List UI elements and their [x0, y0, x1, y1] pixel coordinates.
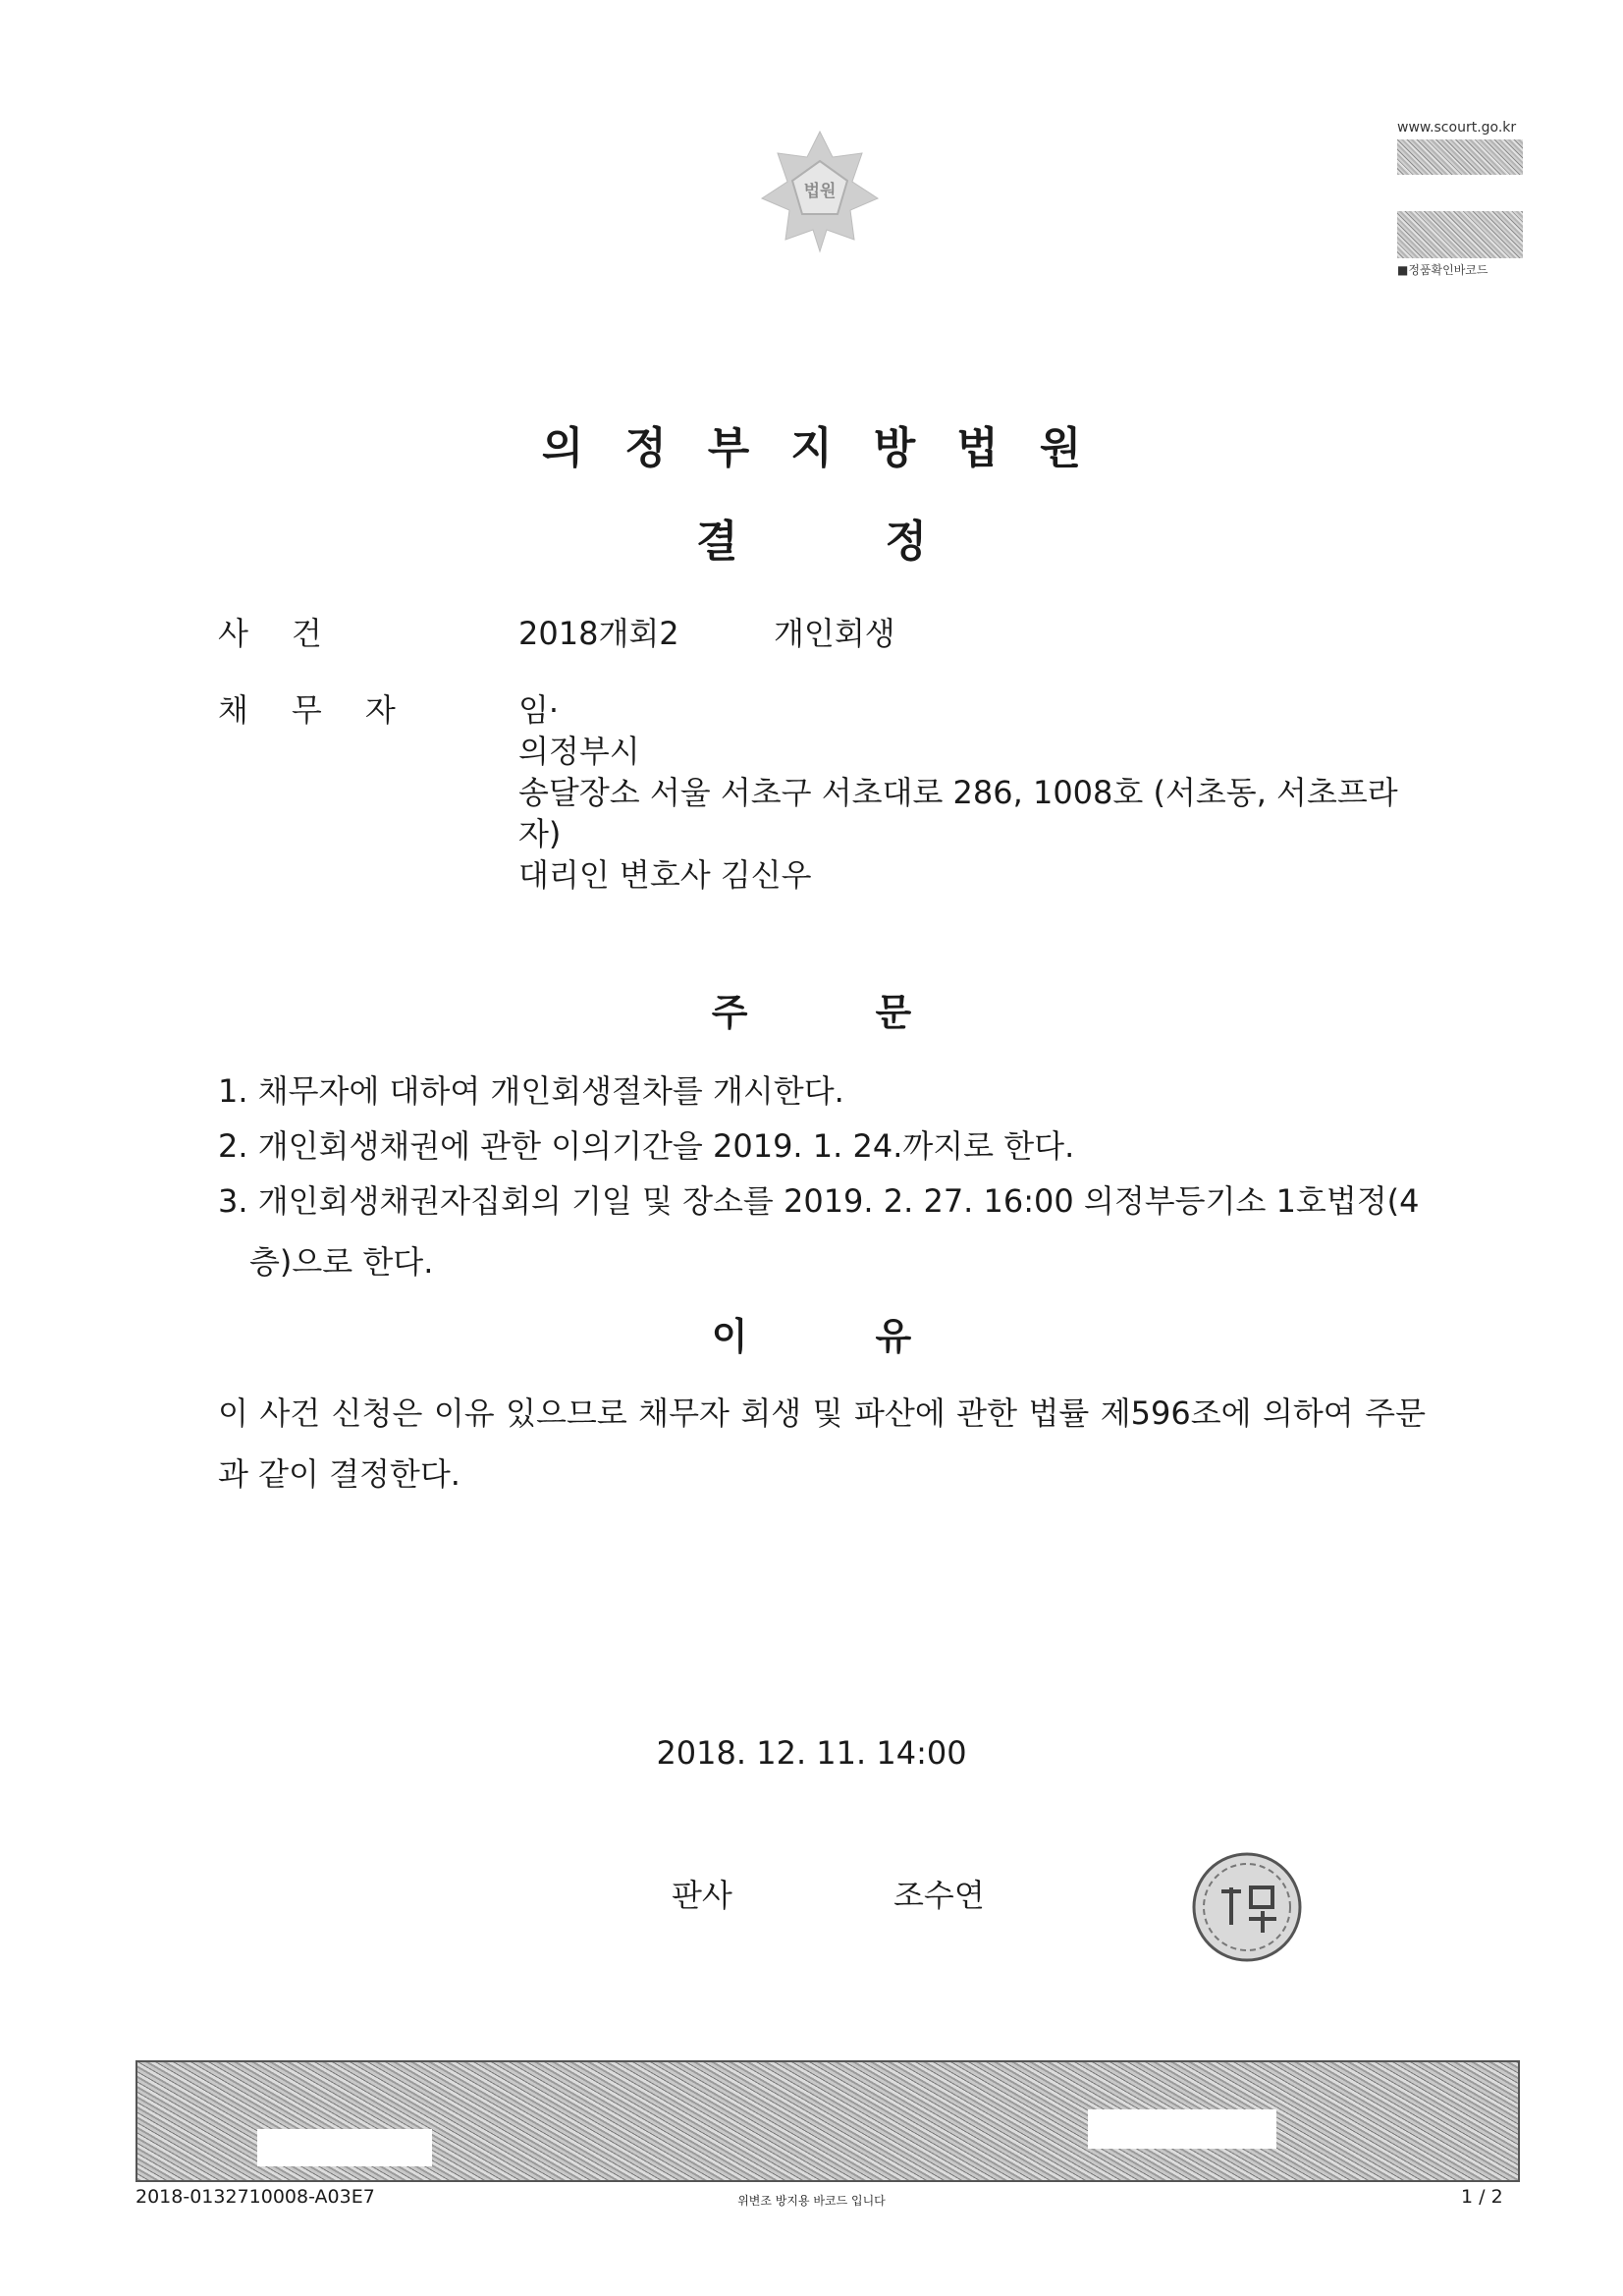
reason-heading: 이유: [711, 1315, 1040, 1358]
case-label: 사건: [218, 615, 365, 652]
page-number: 1 / 2: [1461, 2186, 1503, 2208]
debtor-agent: 대리인 변호사 김신우: [518, 856, 812, 894]
delivery-address-line1: 송달장소 서울 서초구 서초대로 286, 1008호 (서초동, 서초프라: [518, 774, 1398, 811]
redaction-box-right: [1088, 2109, 1276, 2149]
debtor-city: 의정부시: [518, 733, 640, 770]
case-type: 개인회생: [774, 615, 895, 652]
order-item-1: 1. 채무자에 대하여 개인회생절차를 개시한다.: [218, 1072, 844, 1110]
order-item-3: 3. 개인회생채권자집회의 기일 및 장소를 2019. 2. 27. 16:00 의정부등기소 1호법정(4층)으로 한다.: [218, 1182, 1420, 1281]
case-number: 2018개회2: [518, 615, 679, 652]
barcode-notice: 위변조 방지용 바코드 입니다: [737, 2194, 886, 2208]
document-title: 결정: [695, 517, 1074, 567]
debtor-name: 임·: [518, 691, 560, 729]
decision-date: 2018. 12. 11. 14:00: [656, 1734, 967, 1772]
order-heading: 주문: [711, 991, 1040, 1034]
site-url: www.scourt.go.kr: [1397, 120, 1517, 136]
reason-text: 이 사건 신청은 이유 있으므로 채무자 회생 및 파산에 관한 법률 제596조에 의하여 주문과 같이 결정한다.: [218, 1394, 1426, 1493]
delivery-address-line2: 자): [518, 815, 562, 852]
emblem-text: 법원: [803, 182, 837, 201]
judge-name: 조수연: [893, 1877, 985, 1914]
redaction-box-left: [257, 2129, 432, 2166]
order-item-2: 2. 개인회생채권에 관한 이의기간을 2019. 1. 24.까지로 한다.: [218, 1127, 1075, 1165]
judge-title: 판사: [672, 1877, 732, 1914]
debtor-label: 채무자: [218, 691, 439, 729]
court-name: 의정부지방법원: [541, 423, 1123, 473]
court-emblem: [756, 128, 884, 259]
verification-barcode-bottom: [1397, 211, 1523, 258]
document-code: 2018-0132710008-A03E7: [135, 2186, 375, 2208]
judge-seal-stamp: [1188, 1848, 1306, 1970]
barcode-caption: ■정품확인바코드: [1397, 263, 1488, 277]
verification-barcode-top: [1397, 139, 1523, 175]
